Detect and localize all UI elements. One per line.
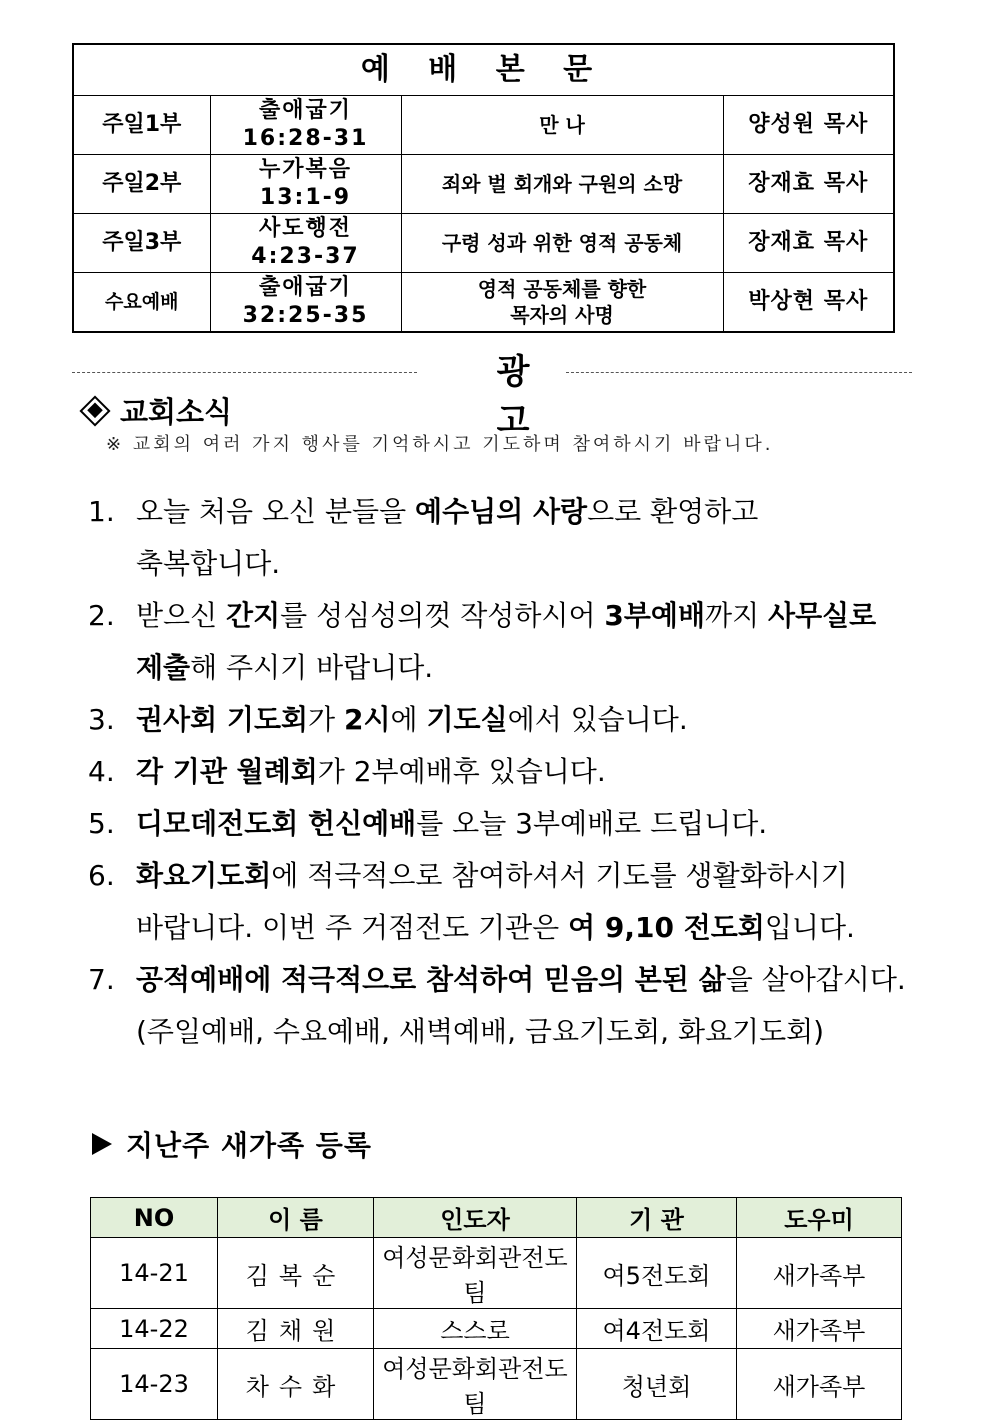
column-header: 이 름 bbox=[218, 1198, 374, 1238]
sermon-line: 만 나 bbox=[539, 113, 585, 137]
cell-guide: 여성문화회관전도팀 bbox=[374, 1238, 577, 1309]
scripture-verses: 32:25-35 bbox=[242, 303, 369, 328]
preacher: 박상현 목사 bbox=[723, 273, 894, 333]
item-line bbox=[136, 954, 918, 1006]
body-text: 바랍니다. 이번 주 거점전도 기관은 bbox=[136, 911, 569, 944]
ads-title: 광 고 bbox=[496, 352, 566, 441]
body-text: 받으신 bbox=[136, 599, 227, 632]
item-number: 1. bbox=[88, 495, 115, 528]
scripture-book: 누가복음 bbox=[258, 157, 352, 182]
announcement-item bbox=[88, 954, 918, 1058]
worship-row bbox=[73, 273, 894, 333]
table-row bbox=[91, 1309, 902, 1349]
cell-group: 여5전도회 bbox=[577, 1238, 737, 1309]
scripture-verses: 4:23-37 bbox=[251, 244, 360, 269]
triangle-bullet-icon bbox=[92, 1133, 112, 1155]
sermon-line: 죄와 벌 회개와 구원의 소망 bbox=[441, 172, 683, 196]
sermon-title bbox=[401, 214, 723, 273]
announcement-item bbox=[88, 694, 918, 746]
body-text: 까지 bbox=[705, 599, 769, 632]
item-line bbox=[136, 902, 918, 954]
emphasis-text: 사무실로 bbox=[768, 599, 877, 632]
emphasis-text: 공적예배에 적극적으로 참석하여 믿음의 본된 삶 bbox=[136, 963, 726, 996]
sermon-title bbox=[401, 155, 723, 214]
item-text bbox=[136, 954, 918, 1058]
item-line bbox=[136, 486, 918, 538]
emphasis-text: 간지 bbox=[226, 599, 281, 632]
announcement-list bbox=[88, 486, 918, 1058]
item-line bbox=[136, 694, 918, 746]
scripture-ref bbox=[210, 273, 401, 333]
worship-row bbox=[73, 214, 894, 273]
announcement-item bbox=[88, 590, 918, 694]
cell-name: 김복순 bbox=[218, 1238, 374, 1309]
cell-no: 14-22 bbox=[91, 1309, 218, 1349]
column-header: 인도자 bbox=[374, 1198, 577, 1238]
emphasis-text: 여 9,10 전도회 bbox=[568, 911, 765, 944]
scripture-book: 사도행전 bbox=[258, 216, 352, 241]
service-name: 주일3부 bbox=[73, 214, 210, 273]
item-line bbox=[136, 850, 918, 902]
announcement-item bbox=[88, 486, 918, 590]
cell-helper: 새가족부 bbox=[737, 1238, 902, 1309]
item-line bbox=[136, 1006, 918, 1058]
cell-name: 차수화 bbox=[218, 1349, 374, 1420]
item-text bbox=[136, 798, 918, 850]
worship-row bbox=[73, 155, 894, 214]
divider-right bbox=[566, 372, 912, 373]
item-text bbox=[136, 590, 918, 694]
body-text: 에 적극적으로 참여하셔서 기도를 생활화하시기 bbox=[271, 859, 848, 892]
announcement-item bbox=[88, 746, 918, 798]
body-text: 해 주시기 바랍니다. bbox=[190, 651, 434, 684]
preacher: 장재효 목사 bbox=[723, 214, 894, 273]
body-text: 를 오늘 3부예배로 드립니다. bbox=[416, 807, 768, 840]
item-number: 2. bbox=[88, 599, 115, 632]
cell-guide: 스스로 bbox=[374, 1309, 577, 1349]
table-row bbox=[91, 1349, 902, 1420]
scripture-verses: 13:1-9 bbox=[259, 185, 352, 210]
cell-helper: 새가족부 bbox=[737, 1349, 902, 1420]
sermon-line: 영적 공동체를 향한 bbox=[477, 277, 647, 301]
emphasis-text: 3부예배 bbox=[604, 599, 706, 632]
item-number: 6. bbox=[88, 859, 115, 892]
news-heading bbox=[78, 390, 232, 431]
table-row bbox=[91, 1238, 902, 1309]
worship-title: 예 배 본 문 bbox=[73, 44, 894, 96]
new-family-table bbox=[90, 1197, 902, 1420]
news-heading-label: 교회소식 bbox=[120, 395, 233, 429]
service-name: 수요예배 bbox=[73, 273, 210, 333]
sermon-title bbox=[401, 273, 723, 333]
cell-name: 김채원 bbox=[218, 1309, 374, 1349]
item-line bbox=[136, 590, 918, 642]
sermon-line: 목자의 사명 bbox=[510, 303, 614, 327]
scripture-verses: 16:28-31 bbox=[242, 126, 369, 151]
body-text: 가 2부예배후 있습니다. bbox=[317, 755, 606, 788]
scripture-book: 출애굽기 bbox=[258, 98, 352, 123]
scripture-ref bbox=[210, 155, 401, 214]
emphasis-text: 기도실 bbox=[426, 703, 508, 736]
scripture-ref bbox=[210, 214, 401, 273]
cell-guide: 여성문화회관전도팀 bbox=[374, 1349, 577, 1420]
item-line bbox=[136, 642, 918, 694]
item-line bbox=[136, 538, 918, 590]
body-text: 가 bbox=[308, 703, 344, 736]
announcement-item bbox=[88, 850, 918, 954]
cell-helper: 새가족부 bbox=[737, 1309, 902, 1349]
preacher: 양성원 목사 bbox=[723, 96, 894, 155]
item-number: 4. bbox=[88, 755, 115, 788]
worship-table bbox=[72, 43, 895, 333]
emphasis-text: 권사회 기도회 bbox=[136, 703, 309, 736]
cell-group: 청년회 bbox=[577, 1349, 737, 1420]
body-text: 를 성심성의껏 작성하시어 bbox=[280, 599, 605, 632]
emphasis-text: 제출 bbox=[136, 651, 191, 684]
service-name: 주일2부 bbox=[73, 155, 210, 214]
item-number: 7. bbox=[88, 963, 115, 996]
divider-left bbox=[72, 372, 417, 373]
diamond-bullet-icon bbox=[79, 395, 110, 426]
worship-row bbox=[73, 96, 894, 155]
scripture-ref bbox=[210, 96, 401, 155]
body-text: 에서 있습니다. bbox=[507, 703, 688, 736]
item-text bbox=[136, 694, 918, 746]
body-text: 오늘 처음 오신 분들을 bbox=[136, 495, 416, 528]
emphasis-text: 화요기도회 bbox=[136, 859, 272, 892]
body-text: 축복합니다. bbox=[136, 547, 281, 580]
item-line bbox=[136, 798, 918, 850]
item-line bbox=[136, 746, 918, 798]
emphasis-text: 각 기관 월례회 bbox=[136, 755, 318, 788]
new-family-heading bbox=[92, 1124, 372, 1164]
body-text: 입니다. bbox=[764, 911, 855, 944]
sermon-title bbox=[401, 96, 723, 155]
body-text: 을 살아갑시다. bbox=[725, 963, 906, 996]
item-text bbox=[136, 850, 918, 954]
item-text bbox=[136, 486, 918, 590]
item-number: 3. bbox=[88, 703, 115, 736]
column-header: 기 관 bbox=[577, 1198, 737, 1238]
body-text: (주일예배, 수요예배, 새벽예배, 금요기도회, 화요기도회) bbox=[136, 1015, 825, 1048]
sermon-line: 구령 성과 위한 영적 공동체 bbox=[441, 231, 683, 255]
emphasis-text: 디모데전도회 헌신예배 bbox=[136, 807, 417, 840]
column-header: 도우미 bbox=[737, 1198, 902, 1238]
emphasis-text: 예수님의 사랑 bbox=[415, 495, 588, 528]
body-text: 에 bbox=[390, 703, 427, 736]
new-family-heading-label: 지난주 새가족 등록 bbox=[126, 1129, 372, 1162]
cell-no: 14-23 bbox=[91, 1349, 218, 1420]
service-name: 주일1부 bbox=[73, 96, 210, 155]
item-text bbox=[136, 746, 918, 798]
body-text: 으로 환영하고 bbox=[587, 495, 759, 528]
cell-group: 여4전도회 bbox=[577, 1309, 737, 1349]
item-number: 5. bbox=[88, 807, 115, 840]
preacher: 장재효 목사 bbox=[723, 155, 894, 214]
scripture-book: 출애굽기 bbox=[258, 275, 352, 300]
table-header-row bbox=[91, 1198, 902, 1238]
emphasis-text: 2시 bbox=[344, 703, 391, 736]
column-header: NO bbox=[91, 1198, 218, 1238]
cell-no: 14-21 bbox=[91, 1238, 218, 1309]
news-note: ※ 교회의 여러 가지 행사를 기억하시고 기도하며 참여하시기 바랍니다. bbox=[106, 434, 774, 455]
announcement-item bbox=[88, 798, 918, 850]
